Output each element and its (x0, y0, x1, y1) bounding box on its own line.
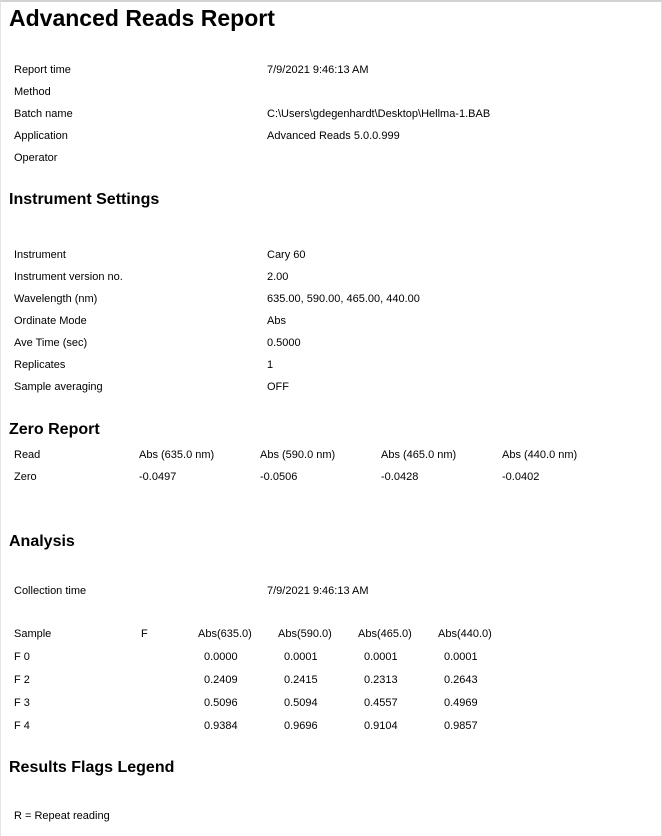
field-label: Sample averaging (14, 381, 103, 393)
table-cell: -0.0428 (381, 471, 419, 483)
field-value: OFF (267, 381, 289, 393)
table-cell: 0.9857 (444, 720, 478, 732)
table-cell: -0.0402 (502, 471, 540, 483)
field-label: Replicates (14, 359, 66, 371)
report-header-fields (14, 59, 490, 169)
field-value: 7/9/2021 9:46:13 AM (267, 64, 369, 76)
table-cell: 0.0000 (204, 651, 238, 663)
field-label: Application (14, 130, 68, 142)
table-cell: 0.2313 (364, 674, 398, 686)
legend-text: R = Repeat reading (14, 810, 110, 822)
table-cell: 0.4557 (364, 697, 398, 709)
field-label: Ordinate Mode (14, 315, 87, 327)
zero-report-heading: Zero Report (9, 421, 100, 438)
table-cell: 0.0001 (364, 651, 398, 663)
column-header: Sample (14, 628, 52, 640)
column-header: Abs (440.0 nm) (502, 449, 578, 461)
field-value: 2.00 (267, 271, 289, 283)
field-row-report-time (14, 59, 490, 81)
table-row (14, 692, 518, 715)
field-value: C:\Users\gdegenhardt\Desktop\Hellma-1.BAB (267, 108, 491, 120)
field-row-application (14, 125, 490, 147)
field-row-replicates (14, 354, 420, 376)
field-value: 635.00, 590.00, 465.00, 440.00 (267, 293, 420, 305)
table-cell: 0.4969 (444, 697, 478, 709)
table-cell: 0.9696 (284, 720, 318, 732)
field-value: Advanced Reads 5.0.0.999 (267, 130, 400, 142)
field-row-ordinate-mode (14, 310, 420, 332)
report-title: Advanced Reads Report (9, 5, 275, 31)
table-cell: -0.0497 (139, 471, 177, 483)
field-row-batch-name (14, 103, 490, 125)
field-label: Wavelength (nm) (14, 293, 98, 305)
field-label: Batch name (14, 108, 73, 120)
column-header: Abs (635.0 nm) (139, 449, 215, 461)
analysis-header-row (14, 623, 518, 646)
field-value: Abs (267, 315, 286, 327)
sample-cell: F 0 (14, 651, 30, 663)
row-label: Zero (14, 471, 37, 483)
sample-cell: F 3 (14, 697, 30, 709)
column-header: F (141, 628, 148, 640)
table-row (14, 646, 518, 669)
instrument-settings-fields (14, 244, 420, 398)
instrument-settings-heading: Instrument Settings (9, 191, 160, 208)
field-value: Cary 60 (267, 249, 306, 261)
table-cell: 0.0001 (284, 651, 318, 663)
field-row-wavelength (14, 288, 420, 310)
column-header: Abs (590.0 nm) (260, 449, 336, 461)
collection-time-row (14, 580, 369, 602)
field-label: Collection time (14, 585, 87, 597)
column-header: Abs (465.0 nm) (381, 449, 457, 461)
table-row (14, 715, 518, 738)
column-header: Abs(635.0) (198, 628, 252, 640)
field-value: 1 (267, 359, 274, 371)
sample-cell: F 2 (14, 674, 30, 686)
field-value: 0.5000 (267, 337, 301, 349)
results-flags-heading: Results Flags Legend (9, 759, 175, 776)
zero-report-header-row (14, 444, 623, 466)
field-label: Instrument (14, 249, 66, 261)
field-row-instrument (14, 244, 420, 266)
field-label: Report time (14, 64, 71, 76)
column-header: Abs(440.0) (438, 628, 492, 640)
column-header: Abs(465.0) (358, 628, 412, 640)
field-label: Instrument version no. (14, 271, 123, 283)
table-cell: 0.9104 (364, 720, 398, 732)
field-label: Ave Time (sec) (14, 337, 88, 349)
column-header: Abs(590.0) (278, 628, 332, 640)
table-cell: 0.2409 (204, 674, 238, 686)
table-cell: 0.5096 (204, 697, 238, 709)
table-row (14, 669, 518, 692)
analysis-table (14, 623, 518, 738)
field-label: Method (14, 86, 51, 98)
zero-report-table (14, 444, 623, 488)
field-row-method (14, 81, 490, 103)
field-row-ave-time (14, 332, 420, 354)
column-header: Read (14, 449, 41, 461)
field-value: 7/9/2021 9:46:13 AM (267, 585, 369, 597)
table-cell: 0.0001 (444, 651, 478, 663)
field-row-sample-averaging (14, 376, 420, 398)
field-label: Operator (14, 152, 58, 164)
table-cell: 0.2415 (284, 674, 318, 686)
table-cell: -0.0506 (260, 471, 298, 483)
table-cell: 0.2643 (444, 674, 478, 686)
table-cell: 0.9384 (204, 720, 238, 732)
field-row-operator (14, 147, 490, 169)
table-cell: 0.5094 (284, 697, 318, 709)
field-row-instrument-version (14, 266, 420, 288)
zero-report-data-row (14, 466, 623, 488)
sample-cell: F 4 (14, 720, 30, 732)
analysis-heading: Analysis (9, 533, 75, 550)
results-flags-legend (14, 805, 110, 827)
